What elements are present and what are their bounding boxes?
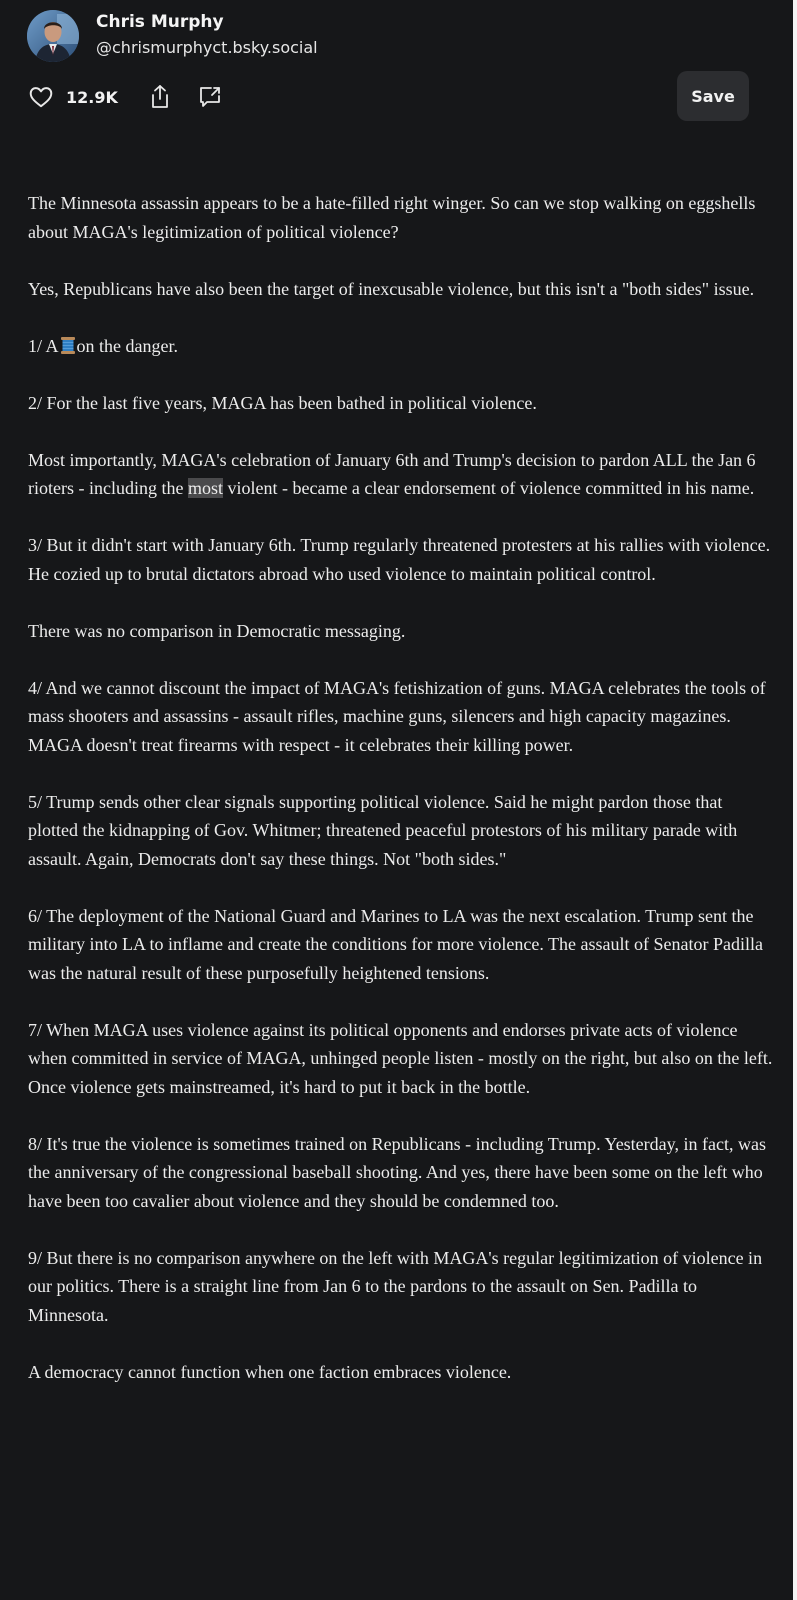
post-text: 1/ A: [28, 335, 59, 356]
post-paragraph: 6/ The deployment of the National Guard and Marines to LA was the next escalation. Trump sent the military into LA to inflame and create the conditions for more violence. The assault of Senator Padilla was the natural result of these purposefully heightened tensions.: [28, 905, 763, 983]
post-paragraph: 3/ But it didn't start with January 6th. Trump regularly threatened protesters at his rallies with violence. He cozied up to brutal dictators abroad who used violence to maintain political control.: [28, 535, 771, 584]
heart-icon[interactable]: [28, 84, 54, 110]
share-icon[interactable]: [148, 84, 172, 110]
avatar[interactable]: [27, 10, 79, 62]
post-paragraph: 4/ And we cannot discount the impact of MAGA's fetishization of guns. MAGA celebrates the tools of mass shooters and assassins - assault rifles, machine guns, silencers and high capacity magazines. MAGA doesn't treat firearms with respect - it celebrates their killing power.: [28, 677, 766, 755]
scrollbar-edge: [793, 0, 797, 1600]
post-paragraph: 5/ Trump sends other clear signals supporting political violence. Said he might pardon those that plotted the kidnapping of Gov. Whitmer; threatened peaceful protestors of his military parade with assault. Again, Democrats don't say these things. Not "both sides.": [28, 791, 738, 869]
post-paragraph: The Minnesota assassin appears to be a hate-filled right winger. So can we stop walking on eggshells about MAGA's legitimization of political violence?: [28, 193, 756, 242]
post-body: [28, 189, 773, 1415]
post-paragraph: [28, 332, 773, 361]
quote-icon[interactable]: [198, 85, 222, 109]
author-name[interactable]: Chris Murphy: [96, 12, 224, 32]
post-text: on the danger.: [76, 335, 178, 356]
post-paragraph: [28, 446, 773, 503]
post-text: violent - became a clear endorsement of violence committed in his name.: [222, 478, 755, 498]
post-paragraph: Yes, Republicans have also been the target of inexcusable violence, but this isn't a "both sides" issue.: [28, 278, 755, 299]
post-text: Most importantly, MAGA's celebration of January 6th and Trump's decision to pardon ALL the Jan 6 rioters - including the: [28, 449, 756, 498]
spool-of-thread-icon: [61, 334, 75, 351]
post-paragraph: 2/ For the last five years, MAGA has been bathed in political violence.: [28, 392, 537, 413]
post-paragraph: 8/ It's true the violence is sometimes trained on Republicans - including Trump. Yesterday, in fact, was the anniversary of the congressional baseball shooting. And yes, there have been some on the left who have been too cavalier about violence and they should be condemned too.: [28, 1133, 766, 1211]
avatar-photo-icon: [27, 10, 79, 62]
post-actions: [28, 82, 222, 112]
highlighted-word: most: [187, 478, 223, 498]
post-paragraph: There was no comparison in Democratic messaging.: [28, 620, 406, 641]
post-paragraph: 9/ But there is no comparison anywhere on the left with MAGA's regular legitimization of violence in our politics. There is a straight line from Jan 6 to the pardons to the assault on Sen. Padilla to Minnesota.: [28, 1247, 763, 1325]
post-paragraph: A democracy cannot function when one faction embraces violence.: [28, 1361, 512, 1382]
post-header: [0, 0, 797, 140]
save-button[interactable]: Save: [677, 71, 749, 121]
like-count: 12.9K: [66, 87, 118, 107]
post-paragraph: 7/ When MAGA uses violence against its political opponents and endorses private acts of violence when committed in service of MAGA, unhinged people listen - mostly on the right, but also on the left. Once violence gets mainstreamed, it's hard to put it back in the bottle.: [28, 1019, 773, 1097]
author-handle[interactable]: @chrismurphyct.bsky.social: [96, 38, 318, 57]
